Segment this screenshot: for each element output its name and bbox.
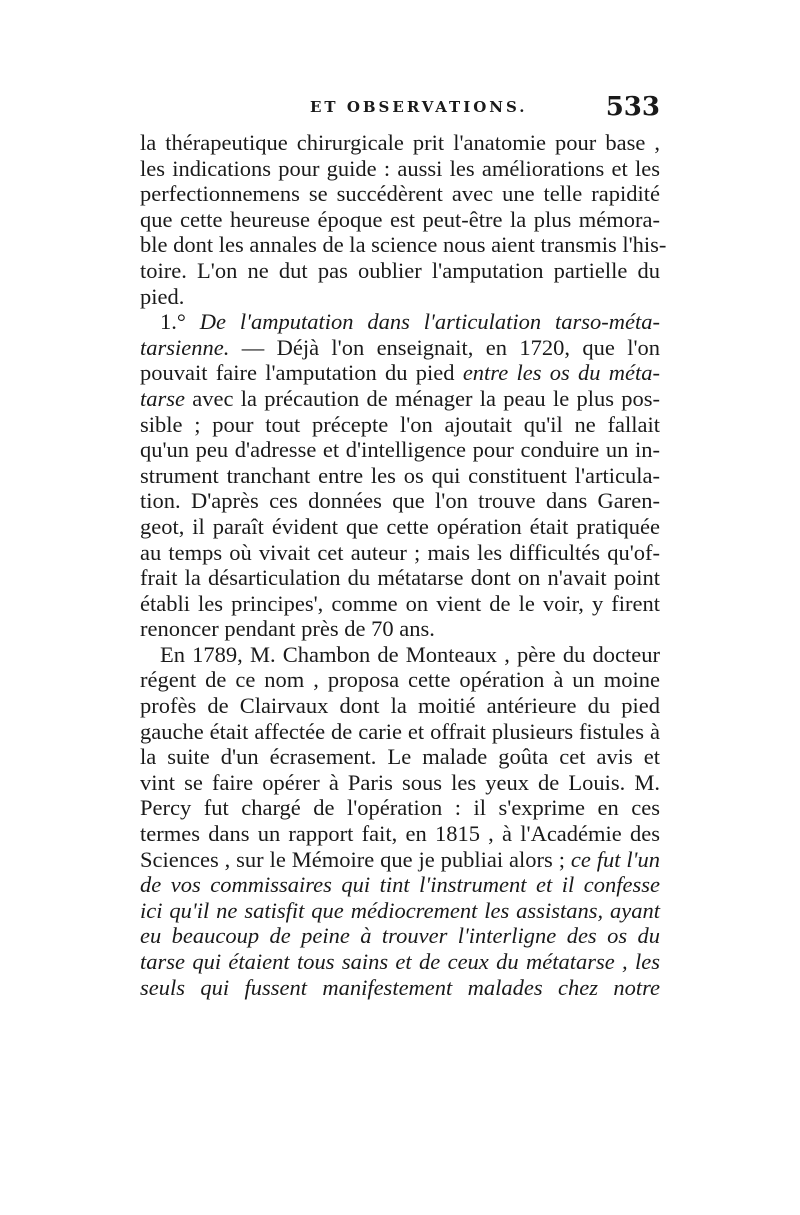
text-line bbox=[140, 719, 660, 745]
text-line bbox=[140, 130, 660, 156]
text-segment: établi les principes', comme on vient de le voir, y firent bbox=[140, 590, 660, 616]
italic-text: entre les os du méta- bbox=[462, 360, 660, 386]
text-segment: frait la désarticulation du métatarse dont on n'avait point bbox=[140, 565, 660, 591]
text-segment: toire. L'on ne dut pas oublier l'amputation partielle du bbox=[140, 257, 660, 283]
text-line bbox=[140, 360, 660, 386]
text-segment: profès de Clairvaux dont la moitié antérieure du pied bbox=[140, 693, 660, 719]
text-line bbox=[140, 540, 660, 566]
text-segment: strument tranchant entre les os qui constituent l'articula- bbox=[140, 462, 660, 488]
text-line bbox=[140, 591, 660, 617]
text-line bbox=[140, 386, 660, 412]
italic-text: de vos commissaires qui tint l'instrument et il confesse bbox=[140, 872, 660, 898]
text-line bbox=[140, 565, 660, 591]
text-segment: termes dans un rapport fait, en 1815 , à l'Académie des bbox=[140, 821, 660, 847]
text-line bbox=[140, 284, 660, 310]
text-segment: renoncer pendant près de 70 ans. bbox=[140, 616, 435, 642]
text-line bbox=[140, 616, 660, 642]
text-line bbox=[140, 642, 660, 668]
text-segment: sible ; pour tout précepte l'on ajoutait qu'il ne fallait bbox=[140, 411, 660, 437]
italic-text: seuls qui fussent manifestement malades chez notre bbox=[140, 974, 660, 1000]
italic-text: tarse bbox=[140, 385, 185, 411]
text-line bbox=[140, 975, 660, 1001]
text-line bbox=[140, 898, 660, 924]
text-segment: la suite d'un écrasement. Le malade goûta cet avis et bbox=[140, 744, 660, 770]
text-segment: qu'un peu d'adresse et d'intelligence pour conduire un in- bbox=[140, 437, 660, 463]
text-segment: geot, il paraît évident que cette opération était pratiquée bbox=[140, 513, 660, 539]
text-segment: gauche était affectée de carie et offrait plusieurs fistules à bbox=[140, 718, 660, 744]
text-line bbox=[140, 437, 660, 463]
italic-text: De l'amputation dans l'articulation tarso-méta- bbox=[199, 309, 660, 335]
text-segment: Sciences , sur le Mémoire que je publiai alors ; bbox=[140, 846, 571, 872]
page-number: 533 bbox=[605, 92, 660, 122]
text-line bbox=[140, 693, 660, 719]
text-line bbox=[140, 309, 660, 335]
text-line bbox=[140, 514, 660, 540]
text-segment: pouvait faire l'amputation du pied bbox=[140, 360, 463, 386]
text-line bbox=[140, 463, 660, 489]
italic-text: tarsienne. bbox=[140, 334, 230, 360]
text-line bbox=[140, 412, 660, 438]
text-segment: au temps où vivait cet auteur ; mais les difficultés qu'of- bbox=[140, 539, 660, 565]
text-segment: pied. bbox=[140, 283, 185, 309]
text-segment: les indications pour guide : aussi les améliorations et les bbox=[140, 155, 660, 181]
text-segment: — Déjà l'on enseignait, en 1720, que l'on bbox=[229, 334, 660, 360]
text-line bbox=[140, 156, 660, 182]
text-segment: 1.° bbox=[160, 309, 200, 335]
text-line bbox=[140, 667, 660, 693]
text-segment: avec la précaution de ménager la peau le plus pos- bbox=[185, 385, 660, 411]
text-line bbox=[140, 181, 660, 207]
text-segment: perfectionnemens se succédèrent avec une telle rapidité bbox=[140, 181, 660, 207]
text-segment: tion. D'après ces données que l'on trouve dans Garen- bbox=[140, 488, 660, 514]
italic-text: ce fut l'un bbox=[570, 846, 660, 872]
italic-text: ici qu'il ne satisfit que médiocrement les assistans, ayant bbox=[140, 897, 660, 923]
body-text bbox=[140, 130, 667, 1000]
text-segment: vint se faire opérer à Paris sous les yeux de Louis. M. bbox=[140, 769, 660, 795]
text-line bbox=[140, 872, 660, 898]
italic-text: tarse qui étaient tous sains et de ceux du métatarse , les bbox=[140, 949, 660, 974]
text-segment: la thérapeutique chirurgicale prit l'anatomie pour base , bbox=[140, 130, 660, 155]
text-segment: ble dont les annales de la science nous aient transmis l'his- bbox=[140, 232, 667, 258]
text-line bbox=[140, 232, 667, 258]
text-segment: régent de ce nom , proposa cette opération à un moine bbox=[140, 667, 660, 693]
text-segment: que cette heureuse époque est peut-être la plus mémora- bbox=[140, 206, 660, 232]
running-head: ET OBSERVATIONS. bbox=[310, 98, 528, 116]
italic-text: eu beaucoup de peine à trouver l'interligne des os du bbox=[140, 923, 660, 949]
text-line bbox=[140, 821, 660, 847]
text-segment: En 1789, M. Chambon de Monteaux , père du docteur bbox=[160, 641, 660, 667]
text-line bbox=[140, 949, 660, 975]
text-line bbox=[140, 795, 660, 821]
text-line bbox=[140, 488, 660, 514]
text-line bbox=[140, 335, 660, 361]
text-segment: Percy fut chargé de l'opération : il s'exprime en ces bbox=[140, 795, 660, 821]
text-line bbox=[140, 744, 660, 770]
text-line bbox=[140, 770, 660, 796]
text-line bbox=[140, 258, 660, 284]
text-line bbox=[140, 847, 660, 873]
page-header bbox=[140, 92, 660, 126]
text-line bbox=[140, 923, 660, 949]
text-line bbox=[140, 207, 660, 233]
